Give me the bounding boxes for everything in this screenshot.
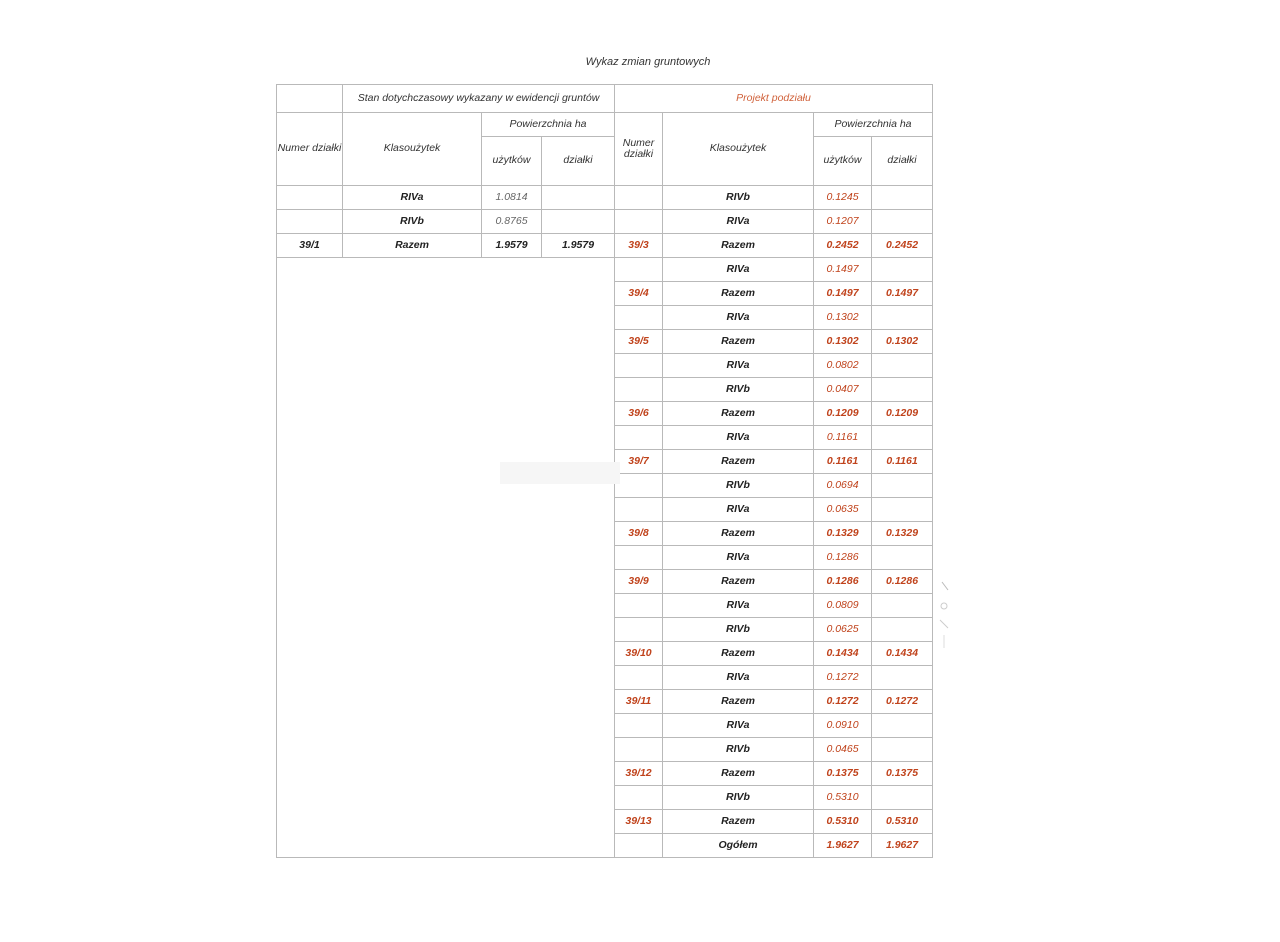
project-klasouzytek-cell: Razem [663,282,814,306]
project-numer-cell: 39/12 [615,762,663,786]
project-numer-cell [615,426,663,450]
existing-dzialki-cell: 1.9579 [542,234,615,258]
project-dzialki-cell [872,618,933,642]
project-klasouzytek-cell: Razem [663,810,814,834]
project-numer-cell: 39/5 [615,330,663,354]
project-klasouzytek-cell: Razem [663,234,814,258]
project-uzytkow-cell: 0.0694 [814,474,872,498]
header-uzytkow-project: użytków [814,137,872,186]
project-dzialki-cell [872,186,933,210]
header-numer-dzialki: Numer działki [277,113,343,186]
project-klasouzytek-cell: RIVa [663,210,814,234]
header-powierzchnia: Powierzchnia ha [482,113,615,137]
project-klasouzytek-cell: RIVa [663,546,814,570]
project-dzialki-cell [872,210,933,234]
project-uzytkow-cell: 0.1245 [814,186,872,210]
project-uzytkow-cell: 0.1209 [814,402,872,426]
existing-klasouzytek-cell: RIVa [343,186,482,210]
project-dzialki-cell [872,594,933,618]
project-dzialki-cell: 0.1302 [872,330,933,354]
project-klasouzytek-cell: Razem [663,762,814,786]
project-dzialki-cell [872,378,933,402]
project-dzialki-cell: 0.5310 [872,810,933,834]
header-uzytkow: użytków [482,137,542,186]
project-numer-cell [615,354,663,378]
project-numer-cell [615,834,663,858]
project-klasouzytek-cell: RIVa [663,714,814,738]
project-uzytkow-cell: 0.1161 [814,426,872,450]
project-klasouzytek-cell: Ogółem [663,834,814,858]
project-uzytkow-cell: 0.1497 [814,282,872,306]
project-dzialki-cell: 0.1161 [872,450,933,474]
table-row [277,186,933,210]
project-dzialki-cell [872,666,933,690]
project-uzytkow-cell: 0.5310 [814,810,872,834]
project-numer-cell [615,306,663,330]
project-klasouzytek-cell: Razem [663,570,814,594]
document-title: Wykaz zmian gruntowych [585,56,711,68]
existing-dzialki-cell [542,210,615,234]
project-uzytkow-cell: 0.1286 [814,546,872,570]
header-klasouzytek: Klasoużytek [343,113,482,186]
existing-dzialki-cell [542,186,615,210]
project-numer-cell: 39/11 [615,690,663,714]
project-klasouzytek-cell: RIVa [663,306,814,330]
project-dzialki-cell: 0.1329 [872,522,933,546]
project-klasouzytek-cell: Razem [663,522,814,546]
header-project: Projekt podziału [615,85,933,113]
project-numer-cell: 39/8 [615,522,663,546]
project-klasouzytek-cell: RIVa [663,354,814,378]
project-uzytkow-cell: 0.1497 [814,258,872,282]
project-klasouzytek-cell: RIVb [663,378,814,402]
project-dzialki-cell [872,258,933,282]
project-numer-cell [615,498,663,522]
existing-klasouzytek-cell: Razem [343,234,482,258]
project-dzialki-cell [872,426,933,450]
project-numer-cell [615,666,663,690]
project-numer-cell: 39/4 [615,282,663,306]
existing-empty-area [277,258,615,858]
project-uzytkow-cell: 0.0910 [814,714,872,738]
project-numer-cell [615,714,663,738]
scan-edge-marks [932,580,950,650]
project-dzialki-cell [872,546,933,570]
project-numer-cell [615,378,663,402]
project-dzialki-cell: 0.1497 [872,282,933,306]
project-uzytkow-cell: 0.1329 [814,522,872,546]
project-klasouzytek-cell: RIVb [663,474,814,498]
existing-uzytkow-cell: 0.8765 [482,210,542,234]
header-numer-dzialki-project: Numer działki [615,113,663,186]
project-klasouzytek-cell: RIVa [663,498,814,522]
project-klasouzytek-cell: RIVa [663,258,814,282]
project-klasouzytek-cell: RIVb [663,186,814,210]
project-dzialki-cell: 0.1272 [872,690,933,714]
project-numer-cell [615,186,663,210]
project-uzytkow-cell: 0.1286 [814,570,872,594]
existing-uzytkow-cell: 1.9579 [482,234,542,258]
project-numer-cell [615,594,663,618]
project-uzytkow-cell: 0.1161 [814,450,872,474]
project-dzialki-cell: 0.2452 [872,234,933,258]
project-numer-cell [615,546,663,570]
project-uzytkow-cell: 0.0802 [814,354,872,378]
table-row [277,234,933,258]
project-dzialki-cell: 0.1375 [872,762,933,786]
project-numer-cell [615,258,663,282]
project-uzytkow-cell: 1.9627 [814,834,872,858]
project-uzytkow-cell: 0.2452 [814,234,872,258]
project-uzytkow-cell: 0.0465 [814,738,872,762]
project-numer-cell [615,618,663,642]
header-dzialki: działki [542,137,615,186]
project-uzytkow-cell: 0.1207 [814,210,872,234]
project-dzialki-cell [872,354,933,378]
project-klasouzytek-cell: RIVb [663,786,814,810]
header-existing-state: Stan dotychczasowy wykazany w ewidencji gruntów [343,85,615,113]
existing-numer-cell [277,210,343,234]
project-uzytkow-cell: 0.1272 [814,666,872,690]
project-dzialki-cell [872,786,933,810]
project-klasouzytek-cell: Razem [663,402,814,426]
header-klasouzytek-project: Klasoużytek [663,113,814,186]
project-uzytkow-cell: 0.1434 [814,642,872,666]
existing-numer-cell: 39/1 [277,234,343,258]
project-klasouzytek-cell: Razem [663,330,814,354]
project-klasouzytek-cell: RIVa [663,666,814,690]
project-klasouzytek-cell: RIVa [663,426,814,450]
project-uzytkow-cell: 0.1272 [814,690,872,714]
project-numer-cell: 39/6 [615,402,663,426]
project-dzialki-cell [872,474,933,498]
existing-numer-cell [277,186,343,210]
project-numer-cell: 39/9 [615,570,663,594]
project-numer-cell [615,786,663,810]
project-uzytkow-cell: 0.5310 [814,786,872,810]
existing-uzytkow-cell: 1.0814 [482,186,542,210]
project-numer-cell: 39/13 [615,810,663,834]
project-uzytkow-cell: 0.1375 [814,762,872,786]
project-uzytkow-cell: 0.0635 [814,498,872,522]
project-uzytkow-cell: 0.0809 [814,594,872,618]
project-klasouzytek-cell: Razem [663,450,814,474]
header-powierzchnia-project: Powierzchnia ha [814,113,933,137]
project-dzialki-cell: 0.1209 [872,402,933,426]
project-dzialki-cell [872,738,933,762]
project-dzialki-cell: 0.1286 [872,570,933,594]
project-uzytkow-cell: 0.1302 [814,330,872,354]
project-uzytkow-cell: 0.1302 [814,306,872,330]
project-numer-cell [615,738,663,762]
project-numer-cell: 39/3 [615,234,663,258]
watermark-logo [500,458,620,488]
project-klasouzytek-cell: RIVb [663,618,814,642]
project-klasouzytek-cell: RIVa [663,594,814,618]
table-body [277,186,933,858]
table-row [277,210,933,234]
project-numer-cell: 39/10 [615,642,663,666]
project-numer-cell [615,210,663,234]
project-uzytkow-cell: 0.0625 [814,618,872,642]
project-klasouzytek-cell: RIVb [663,738,814,762]
project-dzialki-cell [872,306,933,330]
project-klasouzytek-cell: Razem [663,642,814,666]
project-klasouzytek-cell: Razem [663,690,814,714]
table-row [277,258,933,282]
project-dzialki-cell [872,714,933,738]
project-dzialki-cell: 1.9627 [872,834,933,858]
header-empty-corner [277,85,343,113]
header-dzialki-project: działki [872,137,933,186]
project-dzialki-cell: 0.1434 [872,642,933,666]
project-uzytkow-cell: 0.0407 [814,378,872,402]
project-numer-cell: 39/7 [615,450,663,474]
existing-klasouzytek-cell: RIVb [343,210,482,234]
project-dzialki-cell [872,498,933,522]
project-numer-cell [615,474,663,498]
